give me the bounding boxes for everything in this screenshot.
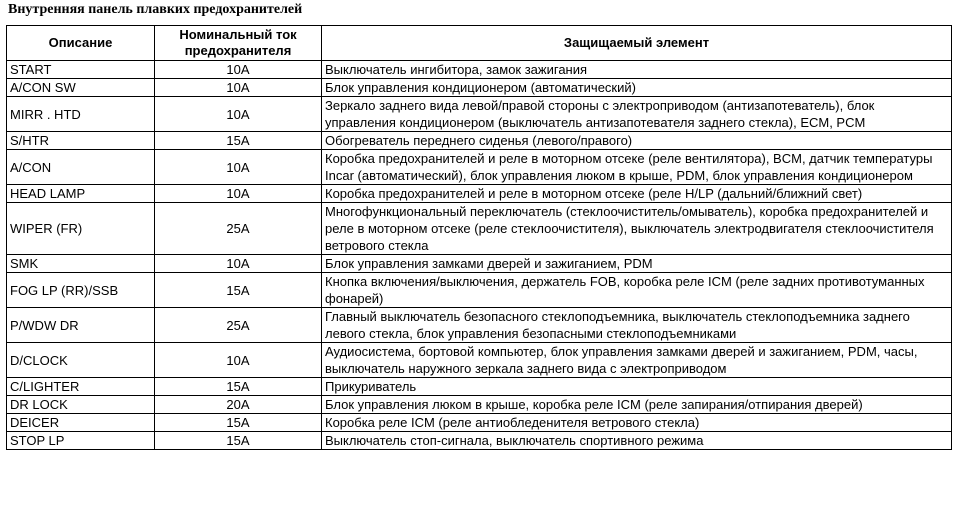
fuse-current: 10A [155,185,322,203]
fuse-current: 15A [155,432,322,450]
fuse-name: D/CLOCK [7,343,155,378]
fuse-name: A/CON [7,150,155,185]
fuse-current: 25A [155,308,322,343]
table-row [7,185,952,203]
fuse-current: 15A [155,414,322,432]
header-current [155,26,322,61]
fuse-name: SMK [7,255,155,273]
table-row [7,273,952,308]
fuse-current: 10A [155,97,322,132]
fuse-current: 10A [155,150,322,185]
fuse-current: 25A [155,203,322,255]
fuse-element: Кнопка включения/выключения, держатель FOB, коробка реле ICM (реле задних противотуманных фонарей) [322,273,952,308]
header-protected-element: Защищаемый элемент [322,26,952,61]
page-title: Внутренняя панель плавких предохранителей [8,2,303,17]
fuse-name: A/CON SW [7,79,155,97]
fuse-element: Блок управления кондиционером (автоматический) [322,79,952,97]
fuse-name: DEICER [7,414,155,432]
fuse-current: 10A [155,61,322,79]
header-current-line2: предохранителя [184,43,292,58]
table-row [7,79,952,97]
fuse-element: Прикуриватель [322,378,952,396]
table-row [7,432,952,450]
fuse-current: 15A [155,273,322,308]
fuse-element: Обогреватель переднего сиденья (левого/правого) [322,132,952,150]
fuse-name: FOG LP (RR)/SSB [7,273,155,308]
table-row [7,378,952,396]
fuse-name: P/WDW DR [7,308,155,343]
fuse-current: 15A [155,132,322,150]
fuse-element: Блок управления люком в крыше, коробка реле ICM (реле запирания/отпирания дверей) [322,396,952,414]
table-row [7,97,952,132]
fuse-element: Коробка предохранителей и реле в моторном отсеке (реле вентилятора), BCM, датчик температуры Incar (автоматический), блок управления люком в крыше, PDM, блок управления кондиционером [322,150,952,185]
header-current-line1: Номинальный ток [179,27,297,42]
fuse-name: MIRR . HTD [7,97,155,132]
fuse-element: Коробка предохранителей и реле в моторном отсеке (реле H/LP (дальний/ближний свет) [322,185,952,203]
table-row [7,150,952,185]
fuse-element: Многофункциональный переключатель (стеклоочиститель/омыватель), коробка предохранителей и реле в моторном отсеке (реле стеклоочистителя), выключатель электродвигателя стеклоочистителя ветрового стекла [322,203,952,255]
table-row [7,203,952,255]
fuse-current: 20A [155,396,322,414]
fuse-name: HEAD LAMP [7,185,155,203]
table-row [7,255,952,273]
table-row [7,308,952,343]
fuse-name: DR LOCK [7,396,155,414]
fuse-element: Коробка реле ICM (реле антиобледенителя ветрового стекла) [322,414,952,432]
fuse-name: S/HTR [7,132,155,150]
fuse-element: Блок управления замками дверей и зажиганием, PDM [322,255,952,273]
table-row [7,343,952,378]
fuse-current: 15A [155,378,322,396]
fuse-table [6,25,952,450]
fuse-current: 10A [155,79,322,97]
fuse-name: C/LIGHTER [7,378,155,396]
fuse-element: Выключатель ингибитора, замок зажигания [322,61,952,79]
fuse-current: 10A [155,255,322,273]
fuse-name: WIPER (FR) [7,203,155,255]
table-row [7,414,952,432]
fuse-name: START [7,61,155,79]
table-row [7,396,952,414]
fuse-element: Главный выключатель безопасного стеклоподъемника, выключатель стеклоподъемника заднего левого стекла, блок управления безопасными стеклоподъемниками [322,308,952,343]
table-row [7,132,952,150]
fuse-element: Зеркало заднего вида левой/правой стороны с электроприводом (антизапотеватель), блок управления кондиционером (выключатель антизапотевателя заднего стекла), ECM, PCM [322,97,952,132]
fuse-name: STOP LP [7,432,155,450]
fuse-element: Выключатель стоп-сигнала, выключатель спортивного режима [322,432,952,450]
fuse-current: 10A [155,343,322,378]
table-header-row [7,26,952,61]
fuse-element: Аудиосистема, бортовой компьютер, блок управления замками дверей и зажиганием, PDM, часы, выключатель наружного зеркала заднего вида с электроприводом [322,343,952,378]
header-description: Описание [7,26,155,61]
table-row [7,61,952,79]
